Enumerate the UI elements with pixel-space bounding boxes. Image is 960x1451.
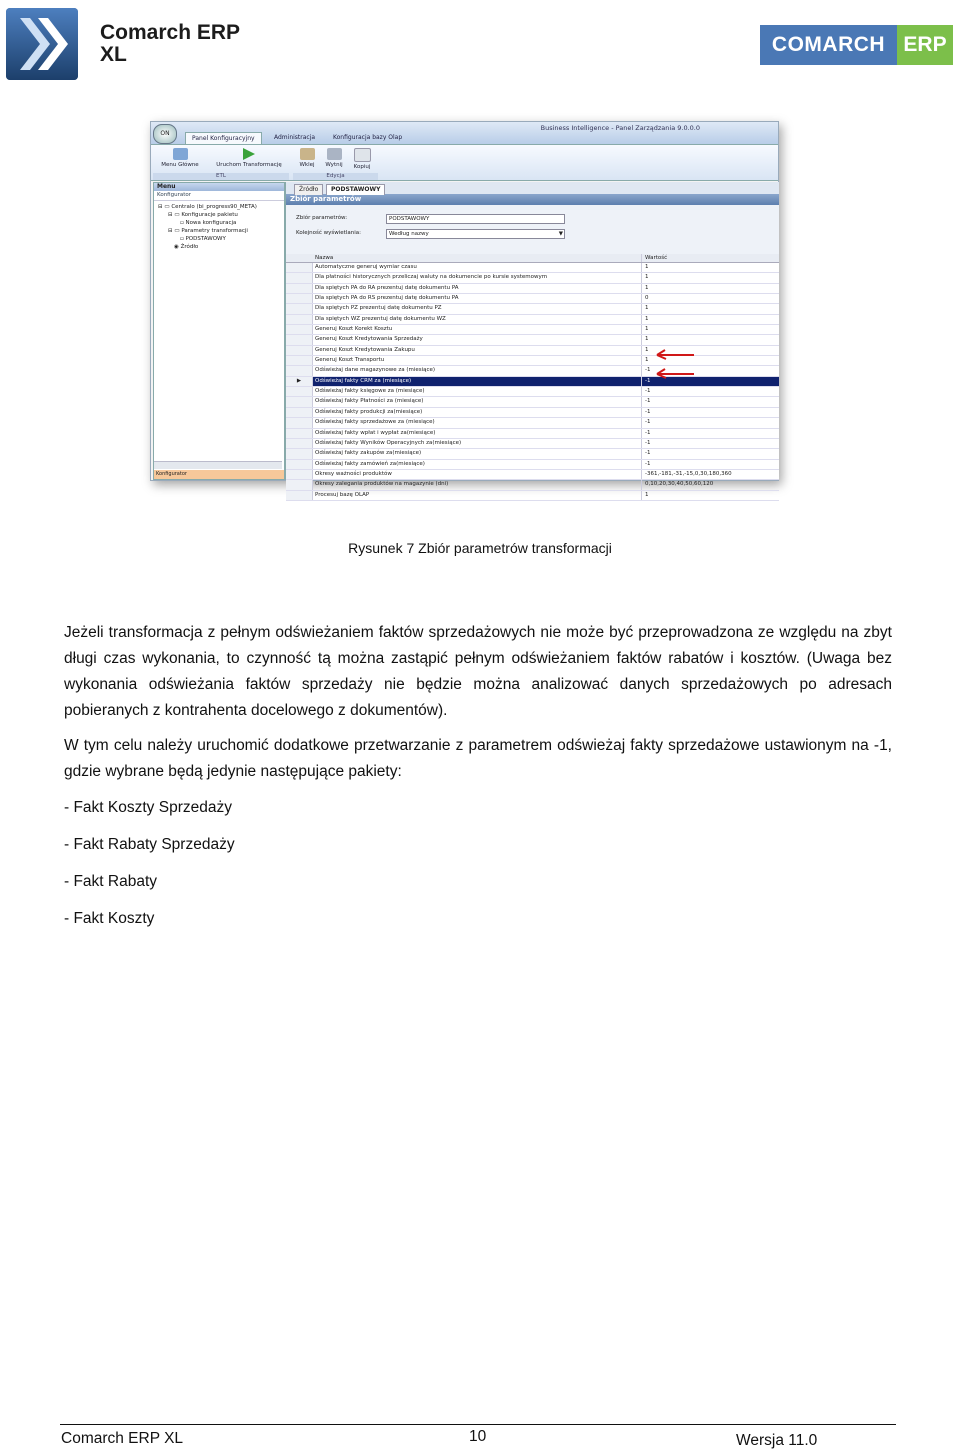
menu-glowne-button[interactable] xyxy=(156,148,204,176)
row-value[interactable]: 0,10,20,30,40,50,60,120 xyxy=(641,480,713,489)
play-icon xyxy=(243,148,255,160)
list-item: - Fakt Koszty Sprzedaży xyxy=(64,799,232,816)
wytnij-label: Wytnij xyxy=(325,162,343,168)
tree-item-zrodlo[interactable]: ◉ Źródło xyxy=(174,244,199,250)
row-value[interactable]: -1 xyxy=(641,439,650,448)
tree-item-root[interactable]: ⊟ ▭ Centralo (bi_progress90_META) xyxy=(158,204,257,210)
row-value[interactable]: -1 xyxy=(641,408,650,417)
menu-icon xyxy=(173,148,188,160)
row-value[interactable]: 1 xyxy=(641,273,649,282)
row-value[interactable]: 1 xyxy=(641,356,649,365)
annotation-arrows xyxy=(649,347,699,382)
left-pane-title: Menu xyxy=(154,183,284,191)
row-value[interactable]: 1 xyxy=(641,491,649,500)
uruchom-label: Uruchom Transformację xyxy=(216,162,282,168)
tree-item-podstawowy[interactable]: ▫ PODSTAWOWY xyxy=(180,236,226,242)
row-selector[interactable] xyxy=(286,387,313,396)
row-name: Procesuj bazę OLAP xyxy=(315,491,370,498)
row-selector[interactable] xyxy=(286,346,313,355)
tab-administracja[interactable]: Administracja xyxy=(274,134,316,141)
main-pane xyxy=(285,182,779,498)
table-row[interactable] xyxy=(286,366,779,376)
row-name: Automatyczne generuj wymiar czasu xyxy=(315,264,417,270)
row-selector[interactable] xyxy=(286,366,313,375)
config-tree xyxy=(154,201,284,251)
row-value[interactable]: -1 xyxy=(641,387,650,396)
row-selector[interactable]: ▶ xyxy=(286,377,313,386)
cut-icon xyxy=(327,148,342,160)
row-value[interactable]: -1 xyxy=(641,377,650,386)
row-selector[interactable] xyxy=(286,480,313,489)
brand-line-1: Comarch ERP xyxy=(100,21,241,44)
row-value[interactable]: -1 xyxy=(641,460,650,469)
row-value[interactable]: 1 xyxy=(641,263,649,272)
wklej-button[interactable] xyxy=(296,148,318,176)
row-selector[interactable] xyxy=(286,460,313,469)
table-row[interactable] xyxy=(286,418,779,428)
row-selector[interactable] xyxy=(286,335,313,344)
list-item: - Fakt Rabaty xyxy=(64,873,158,890)
row-value[interactable]: -1 xyxy=(641,397,650,406)
table-row[interactable] xyxy=(286,325,779,335)
row-selector[interactable] xyxy=(286,273,313,282)
table-row[interactable] xyxy=(286,480,779,490)
row-value[interactable]: -1 xyxy=(641,366,650,375)
group-etl: ETL xyxy=(153,173,289,180)
table-row[interactable] xyxy=(286,335,779,345)
table-row[interactable] xyxy=(286,346,779,356)
row-name: Generuj Koszt Transportu xyxy=(315,357,385,364)
app-orb-icon[interactable]: ON xyxy=(153,124,177,144)
row-selector[interactable] xyxy=(286,439,313,448)
grid-header xyxy=(286,254,779,263)
footer-divider xyxy=(60,1424,896,1425)
row-selector[interactable] xyxy=(286,470,313,479)
tab-podstawowy[interactable]: PODSTAWOWY xyxy=(326,184,385,195)
row-name: Dla płatności historycznych przeliczaj waluty na dokumencie po kursie systemowym xyxy=(315,274,548,281)
comarch-chevron-logo xyxy=(6,8,78,80)
kopiuj-label: Kopiuj xyxy=(353,164,371,170)
table-row[interactable] xyxy=(286,397,779,407)
row-selector[interactable] xyxy=(286,284,313,293)
comarch-erp-logo xyxy=(760,25,953,65)
row-name: Dla spiętych PA do RA prezentuj datę dokumentu PA xyxy=(315,284,459,291)
document-tabs xyxy=(286,182,779,194)
row-value[interactable]: 1 xyxy=(641,335,649,344)
figure-caption: Rysunek 7 Zbiór parametrów transformacji xyxy=(348,540,612,556)
row-value[interactable]: 0 xyxy=(641,294,649,303)
brand-line-2: XL xyxy=(100,43,127,66)
arrow-2-icon xyxy=(657,369,694,378)
menu-glowne-label: Menu Główne xyxy=(161,162,199,168)
paragraph-1: Jeżeli transformacja z pełnym odświeżaniem faktów sprzedażowych nie może być przeprowadzona ze względu na zbyt długi czas wykonania, to czynność tą można zastąpić pełnym odświeżaniem faktów rabatów i kosztów. (Uwaga bez wykonania odświeżania faktów sprzedaży nie będzie można analizować danych sprzedażowych po adresach pobieranych z kontrahenta docelowego z dokumentów). xyxy=(64,624,892,719)
tree-item-configs[interactable]: ⊟ ▭ Konfiguracje pakietu xyxy=(168,212,238,218)
embedded-screenshot xyxy=(150,121,779,498)
ribbon-header xyxy=(151,122,778,145)
col-value-header[interactable]: Wartość xyxy=(641,254,667,262)
paste-icon xyxy=(300,148,315,160)
row-name: Odświeżaj fakty zakupów za(miesiące) xyxy=(315,450,422,457)
row-selector[interactable] xyxy=(286,294,313,303)
table-row[interactable] xyxy=(286,491,779,501)
footer-version: Wersja 11.0 xyxy=(736,1432,818,1449)
row-selector[interactable] xyxy=(286,397,313,406)
row-name: Okresy ważności produktów xyxy=(315,470,392,477)
row-name: Odświeżaj fakty wpłat i wypłat za(miesiące) xyxy=(315,429,436,436)
row-value[interactable]: -361,-181,-31,-15,0,30,180,360 xyxy=(641,470,732,479)
row-value[interactable]: 1 xyxy=(641,325,649,334)
param-set-label: Zbiór parametrów: xyxy=(296,215,348,221)
row-name: Dla spiętych WZ prezentuj datę dokumentu WZ xyxy=(315,315,446,322)
row-selector[interactable] xyxy=(286,491,313,500)
table-row[interactable] xyxy=(286,356,779,366)
tab-panel-konfiguracyjny[interactable]: Panel Konfiguracyjny xyxy=(185,132,262,144)
col-name-header[interactable]: Nazwa xyxy=(315,255,334,261)
group-edycja: Edycja xyxy=(293,173,378,180)
wklej-label: Wklej xyxy=(299,162,315,168)
row-name: Dla spiętych PZ prezentuj datę dokumentu PZ xyxy=(315,305,442,312)
list-item: - Fakt Rabaty Sprzedaży xyxy=(64,836,235,853)
table-row[interactable] xyxy=(286,408,779,418)
chevron-down-icon: ▼ xyxy=(558,231,563,237)
row-value[interactable]: 1 xyxy=(641,315,649,324)
row-selector[interactable] xyxy=(286,304,313,313)
row-value[interactable]: 1 xyxy=(641,304,649,313)
tree-item-params[interactable]: ⊟ ▭ Parametry transformacji xyxy=(168,228,248,234)
table-row[interactable] xyxy=(286,263,779,273)
row-selector[interactable] xyxy=(286,315,313,324)
param-set-input[interactable]: PODSTAWOWY xyxy=(386,214,565,224)
table-row[interactable] xyxy=(286,429,779,439)
row-selector[interactable] xyxy=(286,449,313,458)
tab-konfiguracja-olap[interactable]: Konfiguracja bazy Olap xyxy=(333,134,403,141)
ribbon-toolbar xyxy=(151,145,778,181)
row-name: Generuj Koszt Korekt Kosztu xyxy=(315,326,393,333)
row-value[interactable]: -1 xyxy=(641,429,650,438)
row-name: Odświeżaj fakty zamówień za(miesiące) xyxy=(315,460,425,467)
parameter-filter xyxy=(286,205,779,256)
left-navigation-pane xyxy=(153,182,285,480)
tree-item-new-config[interactable]: ▫ Nowa konfiguracja xyxy=(180,220,237,226)
row-value[interactable]: -1 xyxy=(641,418,650,427)
row-name: Odświeżaj fakty Płatności za (miesiące) xyxy=(315,398,424,405)
kopiuj-button[interactable] xyxy=(350,148,374,176)
table-row[interactable] xyxy=(286,284,779,294)
logo-comarch-text: COMARCH xyxy=(760,25,897,65)
parameter-grid xyxy=(286,254,779,501)
footer-product: Comarch ERP XL xyxy=(61,1430,184,1447)
copy-icon xyxy=(354,148,371,162)
row-selector[interactable] xyxy=(286,418,313,427)
table-row[interactable] xyxy=(286,315,779,325)
left-pane-footer: Konfigurator xyxy=(154,470,284,479)
left-pane-scrollbar[interactable] xyxy=(154,461,282,469)
table-row[interactable] xyxy=(286,294,779,304)
paragraph-2: W tym celu należy uruchomić dodatkowe przetwarzanie z parametrem odświeżaj fakty sprzedażowe ustawionym na -1, gdzie wybrane będą jedynie następujące pakiety: xyxy=(64,737,892,780)
arrow-1-icon xyxy=(657,350,694,359)
row-name: Odświeżaj fakty Wyników Operacyjnych za(miesiące) xyxy=(315,439,462,446)
table-row[interactable] xyxy=(286,460,779,470)
table-row[interactable] xyxy=(286,304,779,314)
row-name: Odświeżaj fakty księgowe za (miesiące) xyxy=(315,388,425,395)
row-selector[interactable] xyxy=(286,325,313,334)
table-row[interactable] xyxy=(286,449,779,459)
row-selector[interactable] xyxy=(286,429,313,438)
row-name: Odświeżaj fakty CRM za (miesiące) xyxy=(315,377,412,384)
header-brand xyxy=(100,22,240,66)
app-title: Business Intelligence - Panel Zarządzania 9.0.0.0 xyxy=(540,124,700,132)
table-row[interactable] xyxy=(286,439,779,449)
row-value[interactable]: 1 xyxy=(641,346,649,355)
wytnij-button[interactable] xyxy=(323,148,345,176)
order-label: Kolejność wyświetlania: xyxy=(296,230,361,236)
table-row[interactable] xyxy=(286,470,779,480)
row-name: Okresy zalegania produktów na magazynie (dni) xyxy=(315,481,449,488)
row-name: Odświeżaj dane magazynowe za (miesiące) xyxy=(315,367,436,374)
footer-page-number: 10 xyxy=(469,1428,487,1445)
table-row[interactable] xyxy=(286,377,779,387)
row-value[interactable]: 1 xyxy=(641,284,649,293)
table-row[interactable] xyxy=(286,273,779,283)
table-row[interactable] xyxy=(286,387,779,397)
row-name: Dla spiętych PA do RS prezentuj datę dokumentu PA xyxy=(315,295,459,302)
list-item: - Fakt Koszty xyxy=(64,910,155,927)
row-value[interactable]: -1 xyxy=(641,449,650,458)
row-selector[interactable] xyxy=(286,356,313,365)
logo-erp-text: ERP xyxy=(897,25,953,65)
row-name: Odświeżaj fakty produkcji za(miesiące) xyxy=(315,408,423,415)
row-selector[interactable] xyxy=(286,408,313,417)
row-selector[interactable] xyxy=(286,263,313,272)
tab-zrodlo[interactable]: Źródło xyxy=(294,184,323,195)
order-select[interactable]: Według nazwy ▼ xyxy=(386,229,565,239)
left-pane-subtitle: Konfigurator xyxy=(154,191,284,201)
row-name: Generuj Koszt Kredytowania Zakupu xyxy=(315,346,415,353)
row-name: Odświeżaj fakty sprzedażowe za (miesiące) xyxy=(315,419,435,426)
panel-title: Zbiór parametrów xyxy=(286,194,779,205)
row-name: Generuj Koszt Kredytowania Sprzedaży xyxy=(315,336,423,343)
uruchom-transformacje-button[interactable] xyxy=(209,148,289,176)
